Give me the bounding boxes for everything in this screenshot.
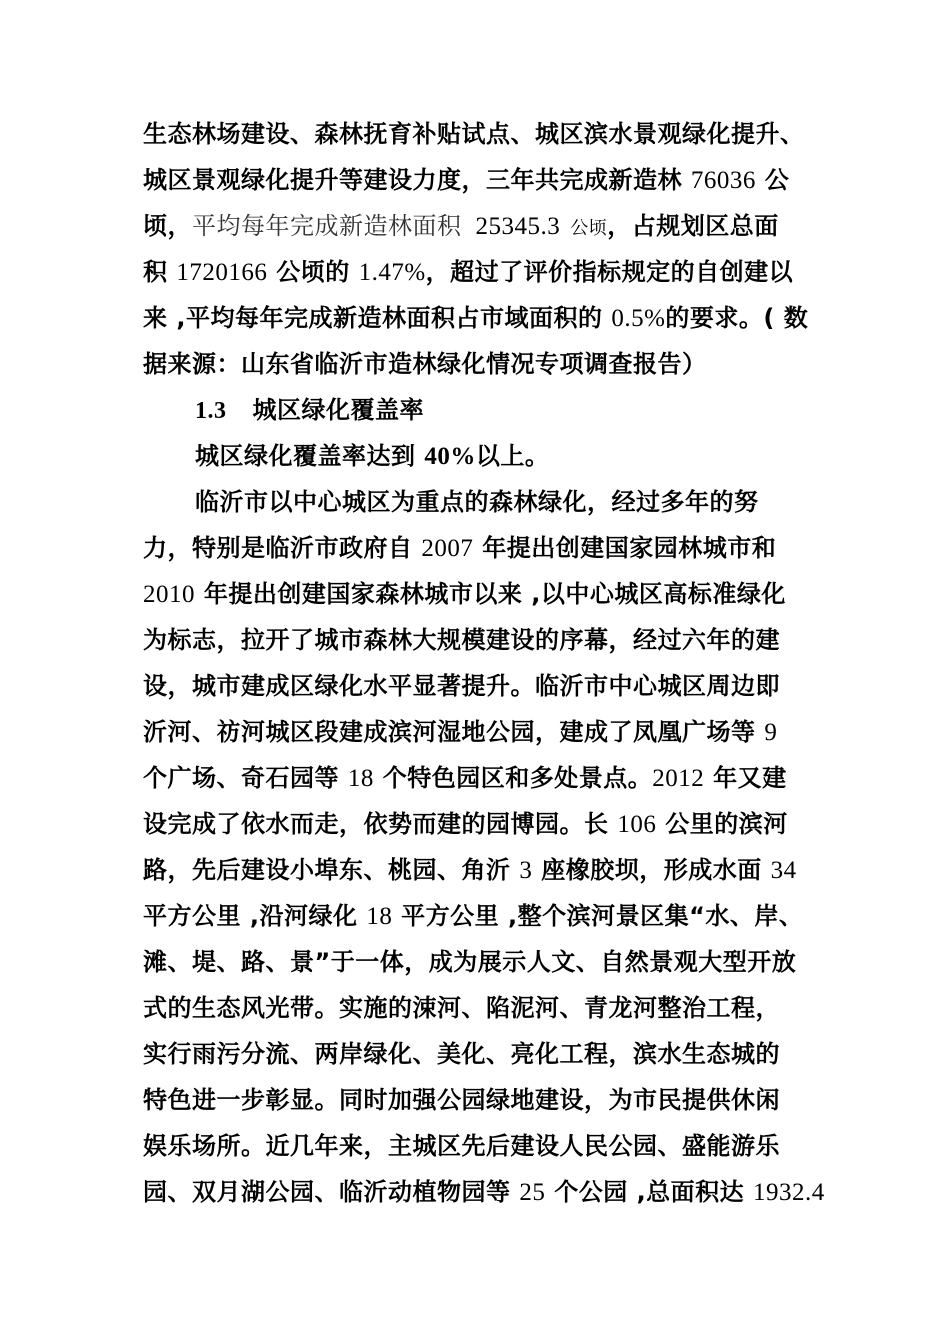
text: 座橡胶坝，形成水面: [532, 856, 771, 884]
text-line: [143, 946, 796, 978]
text: 城区景观绿化提升等建设力度，三年共完成新造林: [143, 166, 691, 194]
section-heading: [195, 394, 424, 426]
number: 25345.3: [475, 213, 561, 240]
text: 式的生态风光带。实施的涑河、陷泥河、青龙河整治工程，: [143, 994, 780, 1022]
text-line: [143, 348, 707, 380]
number: 3: [519, 857, 533, 884]
number: 2012: [652, 765, 705, 792]
number: 1720166: [176, 259, 268, 286]
text-line: [143, 1038, 780, 1070]
number: 0.5%: [611, 305, 666, 332]
text-line: [143, 670, 780, 702]
text-line: [143, 624, 780, 656]
text: 园、双月湖公园、临沂动植物园等: [143, 1178, 520, 1206]
text: ，超过了评价指标规定的自创建以: [425, 258, 794, 286]
text: 个广场、奇石园等: [143, 764, 348, 792]
number: 106: [617, 811, 657, 838]
number: 18: [366, 903, 393, 930]
text: 据来源：山东省临沂市造林绿化情况专项调查报告）: [143, 350, 707, 378]
text-line: [143, 164, 789, 196]
number: 2007: [421, 535, 474, 562]
number: 1932.4: [753, 1179, 825, 1206]
text: 以上。: [475, 442, 550, 470]
number: 40%: [424, 443, 476, 470]
section-number: 1.3: [195, 398, 227, 424]
text-line: [143, 854, 797, 886]
text: 年提出创建国家园林城市和: [473, 534, 777, 562]
number: 34: [770, 857, 797, 884]
text-line: [143, 808, 788, 840]
text: 平方公里 ,整个滨河景区集“水、岸、: [392, 902, 804, 930]
text-line: [143, 1176, 825, 1208]
text: 公里的滨河: [656, 810, 788, 838]
text: 生态林场建设、森林抚育补贴试点、城区滨水景观绿化提升、: [143, 120, 805, 148]
text-line: [143, 900, 803, 932]
text: 平方公里 ,沿河绿化: [143, 902, 367, 930]
number: 76036: [690, 167, 756, 194]
text: 设完成了依水而走，依势而建的园博园。长: [143, 810, 618, 838]
text: 实行雨污分流、两岸绿化、美化、亮化工程，滨水生态城的: [143, 1040, 780, 1068]
text: 个公园 ,总面积达: [545, 1178, 754, 1206]
number: 9: [764, 719, 778, 746]
text: 沂河、祊河城区段建成滨河湿地公园，建成了凤凰广场等: [143, 718, 765, 746]
text: 来 ,平均每年完成新造林面积占市域面积的: [143, 304, 612, 332]
text: 公: [755, 166, 790, 194]
text-line: [143, 256, 793, 288]
number: 2010: [143, 581, 195, 608]
text: 积: [143, 258, 177, 286]
text: 平均每年完成新造林面积: [192, 212, 462, 240]
text: ，占规划区总面: [607, 212, 779, 240]
number: 25: [519, 1179, 546, 1206]
text-line: [143, 762, 787, 794]
text: 为标志，拉开了城市森林大规模建设的序幕，经过六年的建: [143, 626, 780, 654]
number: 1.47%: [358, 259, 426, 286]
text: 年提出创建国家森林城市以来 ,以中心城区高标准绿化: [195, 580, 786, 608]
text-line: [195, 486, 759, 518]
section-title: 城区绿化覆盖率: [252, 396, 424, 424]
text-line: [143, 210, 779, 242]
text-line: [143, 578, 786, 610]
text: 城区绿化覆盖率达到: [195, 442, 425, 470]
text-line: [143, 992, 780, 1024]
criterion-line: [195, 440, 549, 472]
text: 顷，: [143, 212, 192, 240]
unit: 公顷: [570, 218, 608, 239]
text-line: [143, 532, 776, 564]
text-line: [143, 1084, 780, 1116]
text: 设，城市建成区绿化水平显著提升。临沂市中心城区周边即: [143, 672, 780, 700]
text: 娱乐场所。近几年来，主城区先后建设人民公园、盛能游乐: [143, 1132, 780, 1160]
text: 特色进一步彰显。同时加强公园绿地建设，为市民提供休闲: [143, 1086, 780, 1114]
text: 滩、堤、路、景”于一体，成为展示人文、自然景观大型开放: [143, 948, 797, 976]
text: 个特色园区和多处景点。: [373, 764, 653, 792]
text: 的要求。( 数: [665, 304, 809, 332]
text: 力，特别是临沂市政府自: [143, 534, 422, 562]
text-line: [143, 118, 805, 150]
text: 临沂市以中心城区为重点的森林绿化，经过多年的努: [195, 488, 759, 516]
text-line: [143, 302, 808, 334]
text: 公顷的: [267, 258, 359, 286]
text-line: [143, 1130, 780, 1162]
text: 路，先后建设小埠东、桃园、角沂: [143, 856, 520, 884]
text-line: [143, 716, 777, 748]
number: 18: [347, 765, 374, 792]
text: 年又建: [704, 764, 787, 792]
